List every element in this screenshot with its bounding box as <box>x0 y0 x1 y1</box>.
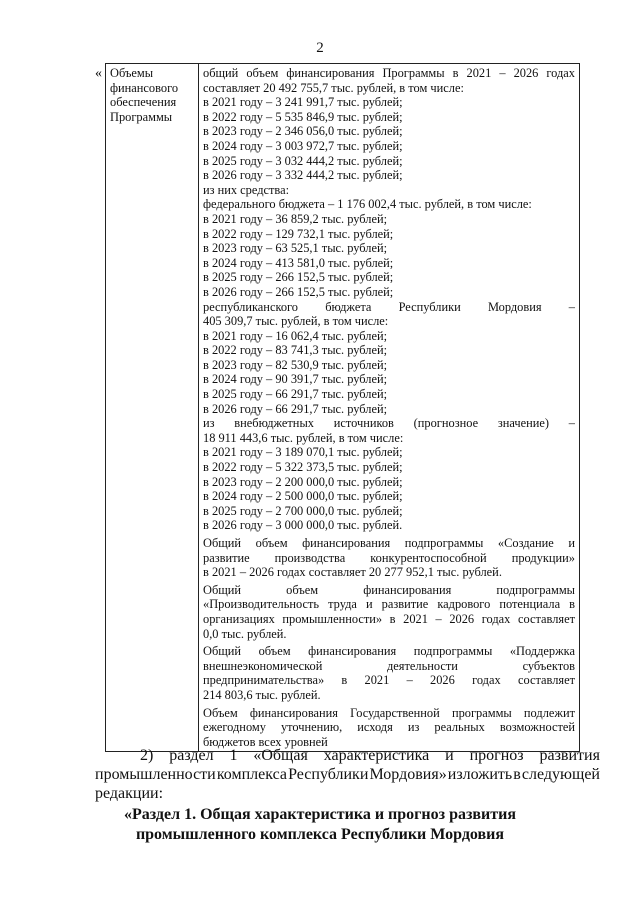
paragraph-word: следующей <box>521 766 600 783</box>
offbudget-year-line: в 2022 году – 5 322 373,5 тыс. рублей; <box>203 460 403 475</box>
paragraph-word: комплекса <box>216 766 288 783</box>
republic-head <box>203 300 575 315</box>
total-year-line: в 2021 году – 3 241 991,7 тыс. рублей; <box>203 95 403 110</box>
row-label-line: финансового <box>110 80 179 95</box>
offbudget-year-line: в 2025 году – 2 700 000,0 тыс. рублей; <box>203 503 403 518</box>
paragraph-word: и <box>445 747 454 764</box>
paragraph-word: изложить <box>447 766 513 783</box>
paragraph-word: 1 <box>229 747 238 764</box>
republic-head-word: Мордовия <box>487 299 542 314</box>
row-label-cell <box>106 64 199 752</box>
final-note-text <box>203 703 575 750</box>
row-label-line: Объемы <box>110 66 154 80</box>
total-year-line: в 2023 году – 2 346 056,0 тыс. рублей; <box>203 124 403 139</box>
offbudget-head-line2: 18 911 443,6 тыс. рублей, в том числе: <box>203 430 404 445</box>
subprogram-2-line: «Производительность труда и развитие кадрового потенциала в <box>203 597 575 612</box>
page-number: 2 <box>316 40 324 56</box>
federal-year-line: в 2021 году – 36 859,2 тыс. рублей; <box>203 211 388 226</box>
republic-year-line: в 2023 году – 82 530,9 тыс. рублей; <box>203 357 388 372</box>
paragraph-line-1 <box>95 746 600 765</box>
offbudget-head-word: источников <box>333 416 394 431</box>
offbudget-year-line: в 2023 году – 2 200 000,0 тыс. рублей; <box>203 474 403 489</box>
paragraph-word: Республики <box>288 766 369 783</box>
financing-row <box>106 64 580 752</box>
total-line: общий объем финансирования Программы в 2021 – 2026 годах <box>203 66 575 80</box>
program-passport-table <box>105 63 580 752</box>
federal-head: федерального бюджета – 1 176 002,4 тыс. рублей, в том числе: <box>203 197 532 212</box>
paragraph-word: характеристика <box>323 747 430 764</box>
paragraph-word: Мордовия» <box>369 766 447 783</box>
of-them-line: из них средства: <box>203 182 290 197</box>
offbudget-head-word: – <box>568 416 575 431</box>
subprogram-1-text <box>203 533 575 580</box>
total-year-line: в 2022 году – 5 535 846,9 тыс. рублей; <box>203 109 403 124</box>
republic-head-word: республиканского <box>203 299 298 314</box>
subprogram-2-line: организациях промышленности» в 2021 – 2026 годах составляет <box>203 611 575 626</box>
federal-year-line: в 2026 году – 266 152,5 тыс. рублей; <box>203 284 394 299</box>
total-year-line: в 2024 году – 3 003 972,7 тыс. рублей; <box>203 138 403 153</box>
subprogram-1-line: развитие производства конкурентоспособной продукции» <box>203 550 575 565</box>
federal-year-line: в 2023 году – 63 525,1 тыс. рублей; <box>203 241 388 256</box>
subprogram-2-line: Общий объем финансирования подпрограммы <box>203 582 575 597</box>
federal-year-line: в 2022 году – 129 732,1 тыс. рублей; <box>203 226 394 241</box>
paragraph-word: в <box>513 766 521 783</box>
republic-year-line: в 2022 году – 83 741,3 тыс. рублей; <box>203 343 388 358</box>
offbudget-head <box>203 416 575 431</box>
subprogram-2-text <box>203 580 575 641</box>
subprogram-1-line: в 2021 – 2026 годах составляет 20 277 952,1 тыс. рублей. <box>203 565 502 580</box>
row-label-line: Программы <box>110 109 173 124</box>
paragraph-line-3: редакции: <box>95 785 164 802</box>
paragraph-line-2 <box>95 765 600 784</box>
offbudget-year-line: в 2024 году – 2 500 000,0 тыс. рублей; <box>203 489 403 504</box>
amendment-paragraph <box>95 746 600 803</box>
subprogram-3-text <box>203 641 575 702</box>
final-note-line: Объем финансирования Государственной программы подлежит <box>203 705 575 720</box>
republic-head-word: – <box>568 299 575 314</box>
section-heading <box>0 805 640 845</box>
offbudget-year-line: в 2021 году – 3 189 070,1 тыс. рублей; <box>203 445 403 460</box>
paragraph-word: развития <box>539 747 600 764</box>
republic-head-line2: 405 309,7 тыс. рублей, в том числе: <box>203 314 389 329</box>
paragraph-word: «Общая <box>253 747 308 764</box>
paragraph-word: раздел <box>169 747 214 764</box>
final-note-line: бюджетов всех уровней <box>203 734 328 749</box>
subprogram-1-line: Общий объем финансирования подпрограммы «Создание и <box>203 536 575 550</box>
section-heading-line: промышленного комплекса Республики Мордовия <box>135 826 505 843</box>
subprogram-3-line: Общий объем финансирования подпрограммы «Поддержка <box>203 644 575 659</box>
opening-quote-mark: « <box>95 66 102 81</box>
republic-year-line: в 2024 году – 90 391,7 тыс. рублей; <box>203 372 388 387</box>
subprogram-3-line: предпринимательства» в 2021 – 2026 годах составляет <box>203 673 575 688</box>
paragraph-word: промышленности <box>95 766 216 783</box>
federal-year-line: в 2024 году – 413 581,0 тыс. рублей; <box>203 255 394 270</box>
total-year-line: в 2026 году – 3 332 444,2 тыс. рублей; <box>203 168 403 183</box>
total-line: составляет 20 492 755,7 тыс. рублей, в том числе: <box>203 80 464 95</box>
subprogram-2-line: 0,0 тыс. рублей. <box>203 626 287 641</box>
republic-year-line: в 2026 году – 66 291,7 тыс. рублей; <box>203 401 388 416</box>
republic-head-word: Республики <box>398 299 461 314</box>
paragraph-word: 2) <box>140 747 154 764</box>
republic-year-line: в 2025 году – 66 291,7 тыс. рублей; <box>203 387 388 402</box>
offbudget-head-word: (прогнозное <box>413 416 479 431</box>
republic-year-line: в 2021 году – 16 062,4 тыс. рублей; <box>203 328 388 343</box>
row-label-line: обеспечения <box>110 95 177 110</box>
offbudget-head-word: из <box>203 416 215 431</box>
paragraph-word: прогноз <box>469 747 524 764</box>
federal-year-line: в 2025 году – 266 152,5 тыс. рублей; <box>203 270 394 285</box>
total-year-line: в 2025 году – 3 032 444,2 тыс. рублей; <box>203 153 403 168</box>
final-note-line: ежегодному уточнению, исходя из реальных возможностей <box>203 720 575 735</box>
subprogram-3-line: 214 803,6 тыс. рублей. <box>203 687 321 702</box>
offbudget-year-line: в 2026 году – 3 000 000,0 тыс. рублей. <box>203 518 403 533</box>
republic-head-word: бюджета <box>325 299 372 314</box>
offbudget-head-word: значение) <box>497 416 549 431</box>
offbudget-head-word: внебюджетных <box>234 416 314 431</box>
row-value-cell <box>199 64 580 752</box>
section-heading-line: «Раздел 1. Общая характеристика и прогноз развития <box>123 806 516 823</box>
subprogram-3-line: внешнеэкономической деятельности субъектов <box>203 658 575 673</box>
